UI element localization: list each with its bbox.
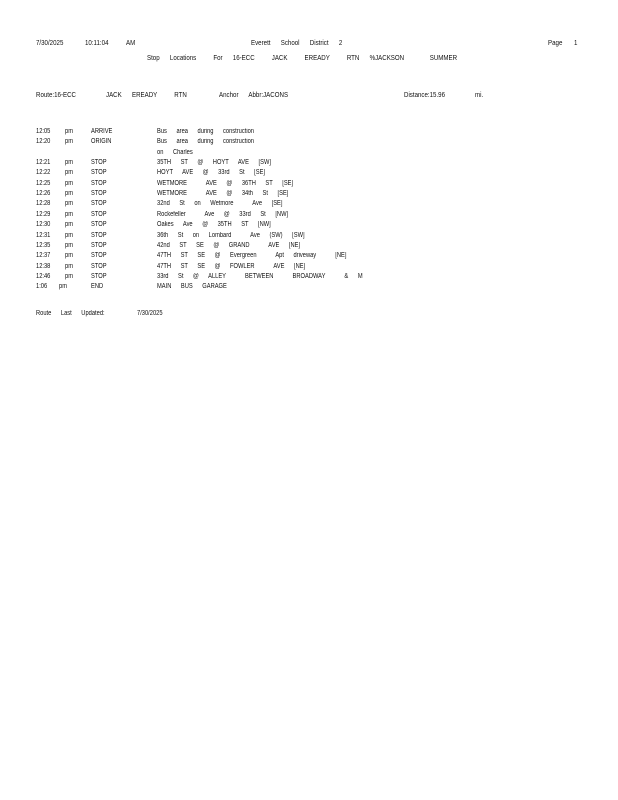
stop-ampm: pm: [65, 200, 73, 208]
stop-ampm: pm: [65, 210, 73, 218]
stop-ampm: pm: [65, 179, 73, 187]
stop-type: END: [91, 283, 104, 291]
stop-location: 35TH ST @ HOYT AVE [SW]: [157, 159, 271, 167]
stop-location: WETMORE AVE @ 36TH ST [SE]: [157, 179, 294, 187]
stop-ampm: pm: [65, 169, 73, 177]
stop-time: 12:20: [36, 138, 51, 146]
stop-location: 32nd St on Wetmore Ave [SE]: [157, 200, 283, 208]
stop-time: 12:05: [36, 128, 51, 135]
stop-ampm: pm: [59, 283, 67, 291]
stop-time: 12:29: [36, 210, 51, 218]
stop-type: STOP: [91, 179, 107, 187]
stop-location: 42nd ST SE @ GRAND AVE [NE]: [157, 241, 301, 249]
route-name: JACK EREADY RTN: [106, 90, 187, 99]
stop-ampm: pm: [65, 241, 73, 249]
stop-time: 12:35: [36, 241, 51, 249]
stop-ampm: pm: [65, 138, 73, 146]
stop-ampm: pm: [65, 190, 73, 198]
stop-time: 12:25: [36, 179, 51, 187]
stop-time: 12:26: [36, 190, 51, 198]
report-ampm: AM: [126, 38, 136, 47]
stop-time: 12:46: [36, 272, 51, 280]
stop-type: ORIGIN: [91, 138, 112, 146]
stop-time: 12:30: [36, 221, 51, 229]
stop-time: 12:22: [36, 169, 51, 177]
stop-location: HOYT AVE @ 33rd St [SE]: [157, 169, 266, 177]
stop-ampm: pm: [65, 262, 73, 270]
distance-unit: mi.: [475, 90, 484, 99]
stop-location: 36th St on Lombard Ave (SW) [SW]: [157, 231, 305, 239]
stop-type: STOP: [91, 169, 107, 177]
route-distance: Distance:15.96: [404, 90, 446, 99]
stop-location-extra: on Charles: [157, 148, 193, 156]
stop-time: 12:31: [36, 231, 51, 239]
stop-location: 33rd St @ ALLEY BETWEEN BROADWAY & M: [157, 272, 363, 280]
footer-label: Route Last Updated:: [36, 310, 105, 317]
stop-time: 12:37: [36, 252, 51, 260]
stop-type: STOP: [91, 200, 107, 208]
stop-location: Bus area during construction: [157, 128, 254, 135]
stop-ampm: pm: [65, 159, 73, 167]
stop-time: 12:28: [36, 200, 51, 208]
stop-type: STOP: [91, 190, 107, 198]
stop-location: Rockefeller Ave @ 33rd St [NW]: [157, 210, 289, 218]
stop-time: 12:21: [36, 159, 51, 167]
stop-type: STOP: [91, 241, 107, 249]
stop-type: STOP: [91, 221, 107, 229]
report-date: 7/30/2025: [36, 38, 64, 47]
stop-location: MAIN BUS GARAGE: [157, 283, 227, 291]
stop-type: STOP: [91, 159, 107, 167]
page-number: 1: [574, 38, 578, 47]
route-id: Route:16-ECC: [36, 90, 77, 99]
stop-ampm: pm: [65, 231, 73, 239]
stop-location: Bus area during construction: [157, 138, 254, 146]
footer-date: 7/30/2025: [137, 310, 163, 317]
stop-type: STOP: [91, 231, 107, 239]
stop-location: Oakes Ave @ 35TH ST [NW]: [157, 221, 271, 229]
stop-type: ARRIVE: [91, 128, 113, 135]
anchor-abbr: Anchor Abbr:JACONS: [219, 90, 289, 99]
stop-type: STOP: [91, 272, 107, 280]
stop-location: WETMORE AVE @ 34th St [SE]: [157, 190, 289, 198]
page-label: Page: [548, 38, 563, 47]
stop-type: STOP: [91, 262, 107, 270]
report-time: 10:11:04: [85, 38, 109, 47]
stop-ampm: pm: [65, 221, 73, 229]
stop-time: 12:38: [36, 262, 51, 270]
stop-ampm: pm: [65, 252, 73, 260]
stop-ampm: pm: [65, 272, 73, 280]
stop-type: STOP: [91, 252, 107, 260]
report-organization: Everett School District 2: [251, 38, 343, 47]
stop-location: 47TH ST SE @ Evergreen Apt driveway [NE]: [157, 252, 347, 260]
stop-ampm: pm: [65, 128, 73, 135]
stop-location: 47TH ST SE @ FOWLER AVE [NE]: [157, 262, 306, 270]
stop-type: STOP: [91, 210, 107, 218]
report-subtitle: Stop Locations For 16-ECC JACK EREADY RTN %JACKSON SUMMER: [147, 53, 458, 62]
stop-time: 1:06: [36, 283, 48, 291]
